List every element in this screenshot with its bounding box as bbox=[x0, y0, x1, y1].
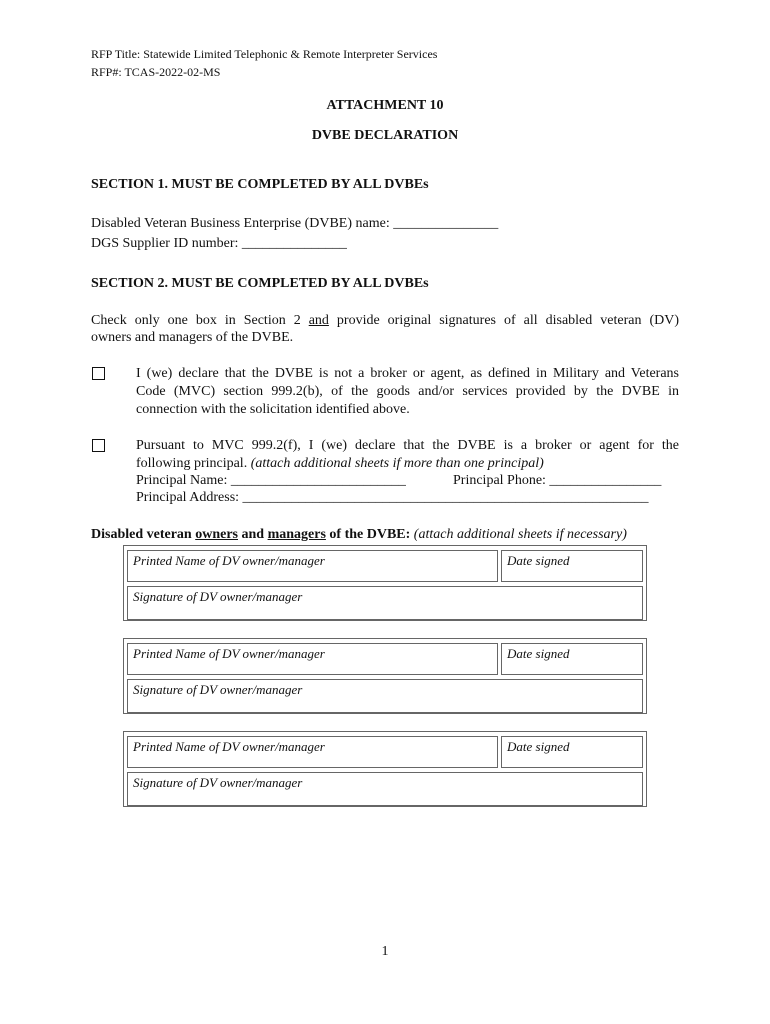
option2-line2-plain: following principal. bbox=[136, 456, 251, 471]
option1-line1: I (we) declare that the DVBE is not a broker or agent, as defined in Military and Veterans bbox=[136, 366, 679, 381]
signature-block-3 bbox=[123, 731, 647, 807]
principal-phone-field[interactable]: Principal Phone: ________________ bbox=[453, 473, 662, 488]
owners-heading-post: of the DVBE: bbox=[325, 527, 414, 542]
signature-field[interactable]: Signature of DV owner/manager bbox=[127, 772, 643, 806]
date-signed-field[interactable]: Date signed bbox=[501, 736, 643, 768]
option2-line2 bbox=[136, 456, 544, 472]
page-number: 1 bbox=[381, 944, 389, 959]
dvbe-name-field[interactable]: Disabled Veteran Business Enterprise (DVBE) name: _______________ bbox=[91, 216, 499, 231]
date-signed-field[interactable]: Date signed bbox=[501, 550, 643, 582]
signature-field[interactable]: Signature of DV owner/manager bbox=[127, 586, 643, 620]
option1-line3: connection with the solicitation identified above. bbox=[136, 402, 410, 417]
option2-line2-note: (attach additional sheets if more than one principal) bbox=[250, 456, 544, 471]
instruction-pre: Check only one box in Section 2 bbox=[91, 313, 309, 328]
section1-heading: SECTION 1. MUST BE COMPLETED BY ALL DVBEs bbox=[91, 177, 429, 192]
option1-checkbox[interactable] bbox=[92, 367, 105, 380]
section2-instruction-line2: owners and managers of the DVBE. bbox=[91, 330, 294, 345]
principal-address-field[interactable]: Principal Address: __________________________________________________________ bbox=[136, 490, 649, 505]
attachment-title: ATTACHMENT 10 bbox=[326, 98, 444, 113]
rfp-number: RFP#: TCAS-2022-02-MS bbox=[91, 65, 221, 79]
owners-heading-managers: managers bbox=[267, 527, 326, 542]
document-title: DVBE DECLARATION bbox=[311, 128, 459, 143]
signature-block-2 bbox=[123, 638, 647, 714]
section2-heading: SECTION 2. MUST BE COMPLETED BY ALL DVBEs bbox=[91, 276, 429, 291]
date-signed-field[interactable]: Date signed bbox=[501, 643, 643, 675]
signature-block-1 bbox=[123, 545, 647, 621]
instruction-and: and bbox=[308, 313, 329, 328]
printed-name-field[interactable]: Printed Name of DV owner/manager bbox=[127, 736, 498, 768]
option2-line1: Pursuant to MVC 999.2(f), I (we) declare that the DVBE is a broker or agent for the bbox=[136, 438, 679, 453]
owners-heading-pre: Disabled veteran bbox=[91, 527, 196, 542]
owners-heading-and: and bbox=[238, 527, 268, 542]
owners-heading bbox=[91, 527, 627, 543]
supplier-id-field[interactable]: DGS Supplier ID number: _______________ bbox=[91, 236, 347, 251]
instruction-post: provide original signatures of all disabled veteran (DV) bbox=[328, 313, 679, 328]
printed-name-field[interactable]: Printed Name of DV owner/manager bbox=[127, 550, 498, 582]
option2-checkbox[interactable] bbox=[92, 439, 105, 452]
section2-instruction bbox=[91, 313, 679, 329]
owners-heading-owners: owners bbox=[195, 527, 238, 542]
principal-name-field[interactable]: Principal Name: _________________________ bbox=[136, 473, 406, 488]
option1-line2: Code (MVC) section 999.2(b), of the goods and/or services provided by the DVBE in bbox=[136, 384, 679, 399]
owners-heading-note: (attach additional sheets if necessary) bbox=[413, 527, 627, 542]
rfp-title: RFP Title: Statewide Limited Telephonic & Remote Interpreter Services bbox=[91, 47, 438, 61]
printed-name-field[interactable]: Printed Name of DV owner/manager bbox=[127, 643, 498, 675]
signature-field[interactable]: Signature of DV owner/manager bbox=[127, 679, 643, 713]
